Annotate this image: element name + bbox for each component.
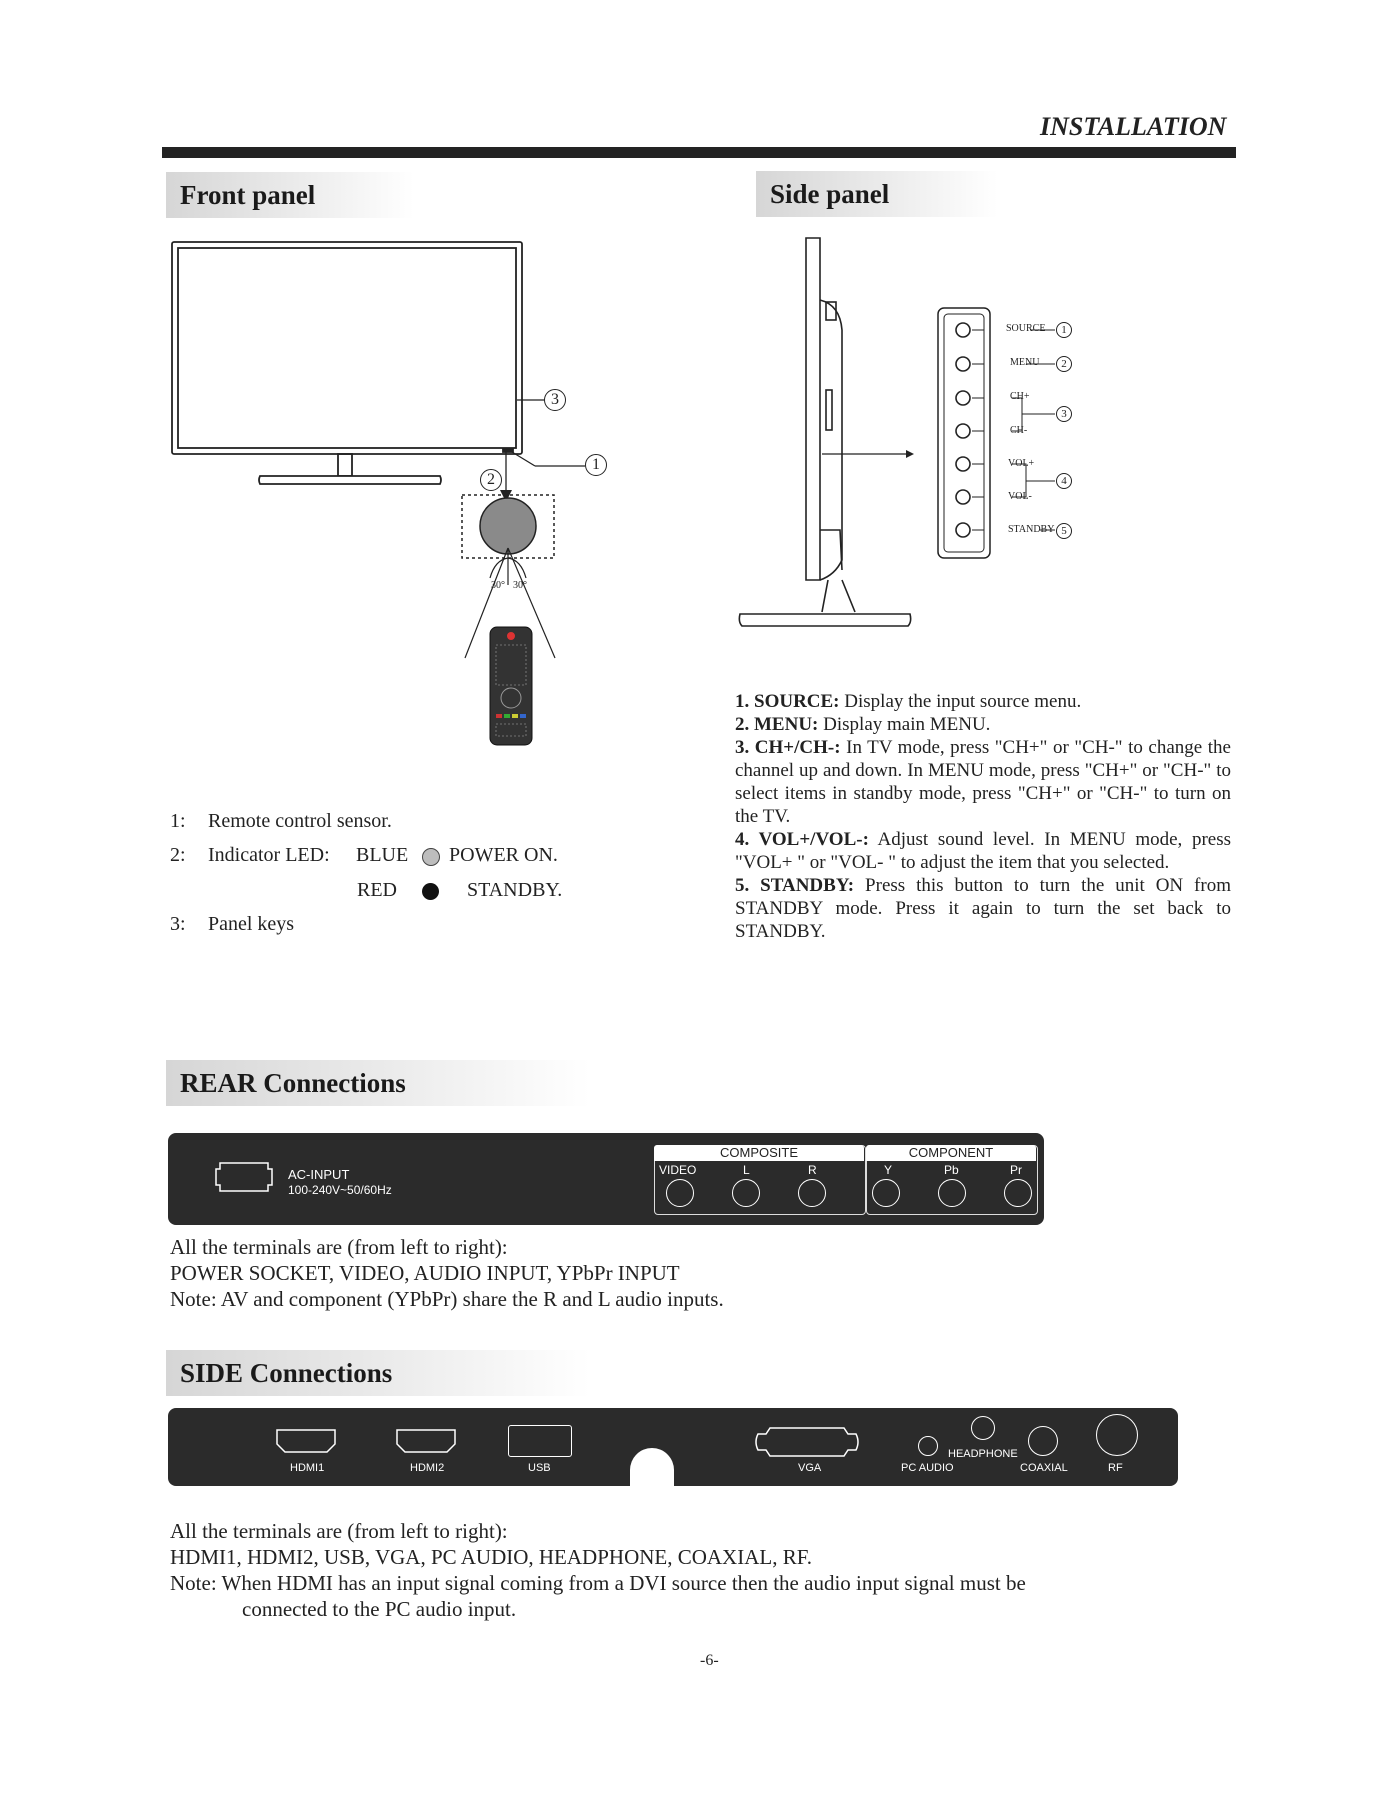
rear-connections-title: REAR Connections [166, 1060, 590, 1106]
side-text-2: HDMI1, HDMI2, USB, VGA, PC AUDIO, HEADPHONE, COAXIAL, RF. [170, 1545, 812, 1569]
pc-audio-jack [918, 1436, 938, 1456]
side-text-1: All the terminals are (from left to right): [170, 1519, 508, 1543]
composite-l-label: L [743, 1163, 750, 1177]
usb-port-icon [508, 1425, 572, 1457]
component-y-label: Y [884, 1163, 893, 1177]
desc-vol-text: Adjust sound level. In MENU mode, press "VOL+ " or "VOL- " to adjust the item that you selected. [735, 829, 1231, 873]
legend-text-2: Indicator LED: [208, 844, 330, 866]
headphone-label: HEADPHONE [948, 1448, 1018, 1460]
legend-num-2: 2: [170, 844, 186, 866]
desc-ch-label: 3. CH+/CH-: [735, 737, 841, 758]
key-callout-2: 2 [1056, 356, 1072, 372]
component-pb-label: Pb [944, 1163, 959, 1177]
pc-audio-label: PC AUDIO [901, 1462, 954, 1474]
key-callout-5: 5 [1056, 523, 1072, 539]
component-label: COMPONENT [908, 1145, 994, 1160]
key-callout-1: 1 [1056, 322, 1072, 338]
led-blue-label: BLUE [356, 844, 409, 866]
side-panel-descriptions [735, 690, 1231, 943]
legend-text-3: Panel keys [208, 913, 295, 935]
tv-side-drawing [739, 238, 910, 626]
composite-video-label: VIDEO [659, 1163, 697, 1177]
rear-text-1: All the terminals are (from left to right): [170, 1235, 508, 1259]
composite-r-label: R [808, 1163, 817, 1177]
side-panel-title: Side panel [756, 171, 998, 217]
sensor-zoom [480, 498, 536, 554]
hdmi1-label: HDMI1 [290, 1462, 325, 1474]
desc-standby [735, 874, 1231, 943]
desc-standby-text: Press this button to turn the unit ON from STANDBY mode. Press it again to turn the set back to STANDBY. [735, 875, 1231, 942]
key-label-vol-plus: VOL+ [1008, 458, 1035, 469]
rear-text-2: POWER SOCKET, VIDEO, AUDIO INPUT, YPbPr INPUT [170, 1261, 680, 1285]
desc-menu-label: 2. MENU: [735, 714, 819, 735]
angle-left: 30° [491, 580, 505, 591]
angle-right: 30° [513, 580, 527, 591]
header-rule [162, 147, 1236, 158]
desc-source [735, 690, 1231, 713]
page-header-title: INSTALLATION [1040, 112, 1227, 141]
side-connector-panel [168, 1408, 1178, 1486]
hdmi1-port-icon [275, 1428, 337, 1454]
callout-3: 3 [544, 389, 566, 411]
side-keys [956, 323, 970, 537]
pointer-arrow-head [906, 450, 914, 458]
component-pr-label: Pr [1010, 1163, 1022, 1177]
coaxial-jack [1028, 1426, 1058, 1456]
key-callout-3: 3 [1056, 406, 1072, 422]
desc-vol-label: 4. VOL+/VOL-: [735, 829, 869, 850]
desc-ch [735, 736, 1231, 828]
led-red-label: RED [357, 879, 397, 901]
led-standby: STANDBY. [467, 879, 563, 901]
desc-source-text: Display the input source menu. [839, 691, 1082, 712]
composite-label: COMPOSITE [719, 1145, 798, 1160]
ac-input-socket-icon [214, 1161, 274, 1193]
desc-menu [735, 713, 1231, 736]
key-callout-4: 4 [1056, 473, 1072, 489]
led-blue-dot [422, 848, 440, 866]
key-label-source: SOURCE [1006, 323, 1046, 334]
ac-input-label: AC-INPUT [288, 1167, 350, 1182]
ac-input-spec: 100-240V~50/60Hz [288, 1183, 392, 1197]
composite-l-jack [732, 1179, 760, 1207]
key-label-ch-minus: CH- [1010, 425, 1028, 436]
desc-ch-text: In TV mode, press "CH+" or "CH-" to change the channel up and down. In MENU mode, press "CH+" or "CH-" to select items in standby mode, press "CH+" or "CH-" to turn on the TV. [735, 737, 1231, 827]
hdmi2-label: HDMI2 [410, 1462, 445, 1474]
component-y-jack [872, 1179, 900, 1207]
vga-label: VGA [798, 1462, 822, 1474]
remote-control-drawing [490, 627, 532, 745]
led-red-dot [422, 883, 439, 900]
side-text-3: Note: When HDMI has an input signal coming from a DVI source then the audio input signal must be [170, 1571, 1026, 1595]
page-number: -6- [700, 1652, 719, 1669]
legend-num-1: 1: [170, 810, 186, 832]
rf-jack [1096, 1414, 1138, 1456]
rf-label: RF [1108, 1462, 1123, 1474]
callout-1: 1 [585, 454, 607, 476]
desc-menu-text: Display main MENU. [818, 714, 991, 735]
led-power-on: POWER ON. [449, 844, 558, 866]
desc-vol [735, 828, 1231, 874]
callout-leaders [506, 400, 585, 492]
key-label-menu: MENU [1010, 357, 1040, 368]
coaxial-label: COAXIAL [1020, 1462, 1068, 1474]
usb-label: USB [528, 1462, 551, 1474]
composite-r-jack [798, 1179, 826, 1207]
rear-connector-panel [168, 1133, 1044, 1225]
desc-standby-label: 5. STANDBY: [735, 875, 855, 896]
front-panel-title: Front panel [166, 172, 414, 218]
composite-video-jack [666, 1179, 694, 1207]
component-pr-jack [1004, 1179, 1032, 1207]
tv-front-drawing [172, 242, 522, 484]
key-label-ch-plus: CH+ [1010, 391, 1030, 402]
rear-text-3: Note: AV and component (YPbPr) share the R and L audio inputs. [170, 1287, 724, 1311]
key-label-vol-minus: VOL- [1008, 491, 1032, 502]
callout-2: 2 [480, 469, 502, 491]
legend-num-3: 3: [170, 913, 186, 935]
key-label-standby: STANDBY [1008, 524, 1055, 535]
vga-port-icon [752, 1426, 862, 1458]
desc-source-label: 1. SOURCE: [735, 691, 840, 712]
front-panel-diagram [160, 230, 620, 760]
side-text-4: connected to the PC audio input. [242, 1597, 517, 1621]
panel-notch [630, 1448, 674, 1488]
side-connections-title: SIDE Connections [166, 1350, 590, 1396]
hdmi2-port-icon [395, 1428, 457, 1454]
legend-text-1: Remote control sensor. [208, 810, 392, 832]
side-panel-diagram [730, 230, 1130, 630]
component-pb-jack [938, 1179, 966, 1207]
headphone-jack [971, 1416, 995, 1440]
